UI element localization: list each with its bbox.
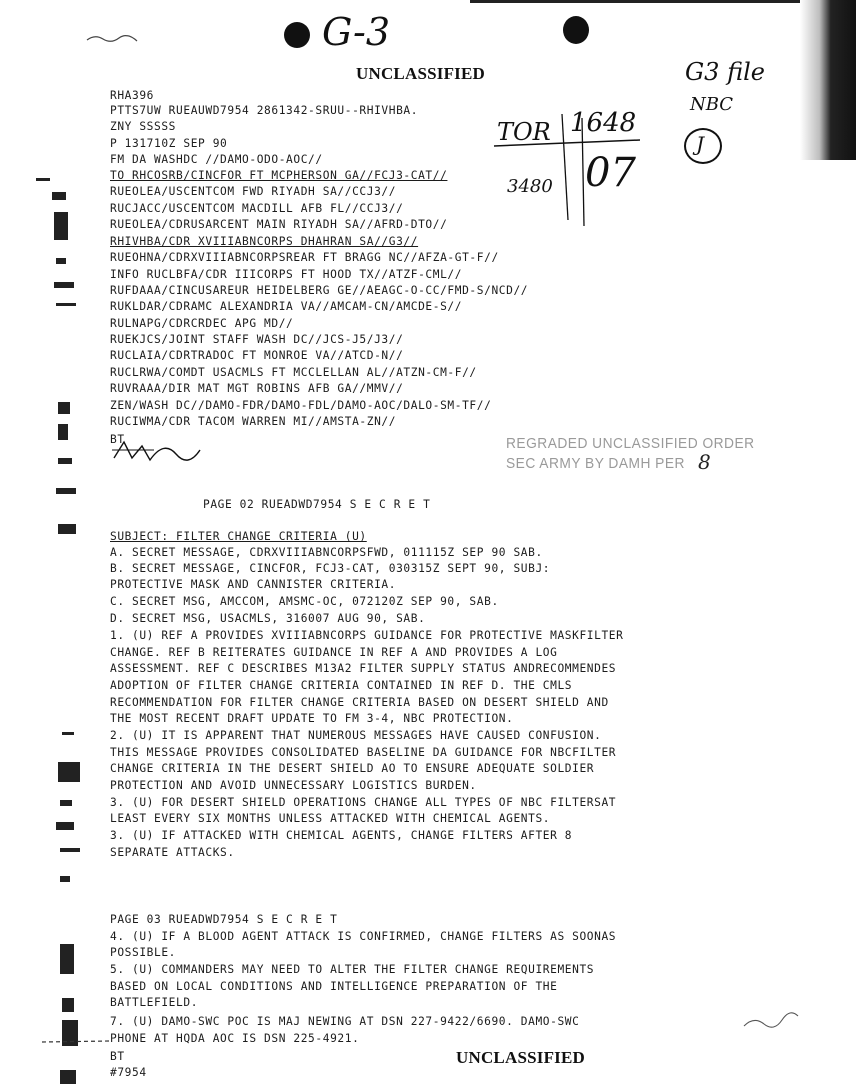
routing-line: RUEOLEA/USCENTCOM FWD RIYADH SA//CCJ3// [110,185,397,198]
scan-top-line [470,0,800,3]
body-line: ADOPTION OF FILTER CHANGE CRITERIA CONTAINED IN REF D. THE CMLS [110,679,573,692]
body-line: 3. (U) IF ATTACKED WITH CHEMICAL AGENTS, CHANGE FILTERS AFTER 8 [110,829,573,842]
handwritten-g3-file: G3 file [685,58,765,86]
body-line: PHONE AT HQDA AOC IS DSN 225-4921. [110,1032,360,1045]
body-line: 3. (U) FOR DESERT SHIELD OPERATIONS CHANGE ALL TYPES OF NBC FILTERSAT [110,796,617,809]
body-line: THIS MESSAGE PROVIDES CONSOLIDATED BASELINE DA GUIDANCE FOR NBCFILTER [110,746,617,759]
body-line: BATTLEFIELD. [110,996,199,1009]
body-line: A. SECRET MESSAGE, CDRXVIIIABNCORPSFWD, 011115Z SEP 90 SAB. [110,546,543,559]
margin-scan-mark [60,876,70,882]
margin-scan-mark [56,822,74,830]
margin-scan-mark [62,998,74,1012]
margin-scan-mark [58,402,70,414]
margin-scan-mark [36,178,50,181]
body-line: CHANGE CRITERIA IN THE DESERT SHIELD AO TO ENSURE ADEQUATE SOLDIER [110,762,595,775]
handwritten-stamp-number: 8 [698,450,711,474]
body-line: SEPARATE ATTACKS. [110,846,235,859]
routing-line: RUCJACC/USCENTCOM MACDILL AFB FL//CCJ3// [110,202,404,215]
routing-line: P 131710Z SEP 90 [110,137,228,150]
margin-scan-mark [60,800,72,806]
page3-header: PAGE 03 RUEADWD7954 S E C R E T [110,913,338,926]
body-line: B. SECRET MESSAGE, CINCFOR, FCJ3-CAT, 030315Z SEPT 90, SUBJ: [110,562,551,575]
handwritten-tor-number: 1648 [570,108,637,138]
margin-scan-mark [60,848,80,852]
margin-scan-mark [56,303,76,306]
subject-line: SUBJECT: FILTER CHANGE CRITERIA (U) [110,530,367,543]
regraded-stamp-line1: REGRADED UNCLASSIFIED ORDER [506,436,755,452]
routing-line: RUEKJCS/JOINT STAFF WASH DC//JCS-J5/J3// [110,333,404,346]
handwritten-side-number: 3480 [507,176,553,197]
margin-scan-mark [58,762,80,782]
margin-scan-mark [54,212,68,240]
tor-handwriting-lines [490,108,650,228]
circled-letter: J [696,132,705,156]
routing-line: ZEN/WASH DC//DAMO-FDR/DAMO-FDL/DAMO-AOC/DALO-SM-TF// [110,399,492,412]
punch-hole-right [563,16,589,44]
routing-line: RUCIWMA/CDR TACOM WARREN MI//AMSTA-ZN// [110,415,397,428]
routing-line: FM DA WASHDC //DAMO-ODO-AOC// [110,153,323,166]
scan-edge-artifact [800,0,856,160]
routing-line: RULNAPG/CDRCRDEC APG MD// [110,317,294,330]
handwritten-signature [110,436,230,466]
routing-line: PTTS7UW RUEAUWD7954 2861342-SRUU--RHIVHBA. [110,104,419,117]
margin-scan-mark [58,524,76,534]
margin-scan-mark [62,732,74,735]
body-line: D. SECRET MSG, USACMLS, 316007 AUG 90, SAB. [110,612,426,625]
body-line: ASSESSMENT. REF C DESCRIBES M13A2 FILTER SUPPLY STATUS ANDRECOMMENDES [110,662,617,675]
handwritten-g3-title: G-3 [322,10,391,54]
body-line: 4. (U) IF A BLOOD AGENT ATTACK IS CONFIRMED, CHANGE FILTERS AS SOONAS [110,930,617,943]
body-line: C. SECRET MSG, AMCCOM, AMSMC-OC, 072120Z SEP 90, SAB. [110,595,499,608]
top-classification: UNCLASSIFIED [356,64,485,83]
routing-line: RUCLRWA/COMDT USACMLS FT MCCLELLAN AL//ATZN-CM-F// [110,366,477,379]
body-line: 1. (U) REF A PROVIDES XVIIIABNCORPS GUIDANCE FOR PROTECTIVE MASKFILTER [110,629,624,642]
pen-scribble-mark [85,32,145,46]
body-line: #7954 [110,1066,147,1079]
body-line: BASED ON LOCAL CONDITIONS AND INTELLIGENCE PREPARATION OF THE [110,980,558,993]
routing-line: RUEOHNA/CDRXVIIIABNCORPSREAR FT BRAGG NC//AFZA-GT-F// [110,251,499,264]
margin-scan-mark [60,1070,76,1084]
body-line: BT [110,1050,125,1063]
margin-scan-mark [58,424,68,440]
pen-scribble-mark [742,1010,802,1034]
body-line: LEAST EVERY SIX MONTHS UNLESS ATTACKED WITH CHEMICAL AGENTS. [110,812,551,825]
routing-line: RHA396 [110,89,155,102]
punch-hole-left [284,22,310,48]
routing-line: RUFDAAA/CINCUSAREUR HEIDELBERG GE//AEAGC-O-CC/FMD-S/NCD// [110,284,529,297]
body-line: THE MOST RECENT DRAFT UPDATE TO FM 3-4, NBC PROTECTION. [110,712,514,725]
routing-line: TO RHCOSRB/CINCFOR FT MCPHERSON GA//FCJ3-CAT// [110,169,448,182]
routing-line: INFO RUCLBFA/CDR IIICORPS FT HOOD TX//ATZF-CML// [110,268,463,281]
routing-line: RHIVHBA/CDR XVIIIABNCORPS DHAHRAN SA//G3// [110,235,419,248]
body-line: CHANGE. REF B REITERATES GUIDANCE IN REF A AND PROVIDES A LOG [110,646,558,659]
body-line: 7. (U) DAMO-SWC POC IS MAJ NEWING AT DSN 227-9422/6690. DAMO-SWC [110,1015,580,1028]
body-line: RECOMMENDATION FOR FILTER CHANGE CRITERIA BASED ON DESERT SHIELD AND [110,696,609,709]
pen-scribble-mark [40,1036,120,1048]
routing-line: RUKLDAR/CDRAMC ALEXANDRIA VA//AMCAM-CN/AMCDE-S// [110,300,463,313]
margin-scan-mark [52,192,66,200]
body-line: PROTECTIVE MASK AND CANNISTER CRITERIA. [110,578,397,591]
routing-line: BT [110,433,125,446]
body-line: 5. (U) COMMANDERS MAY NEED TO ALTER THE FILTER CHANGE REQUIREMENTS [110,963,595,976]
routing-line: RUCLAIA/CDRTRADOC FT MONROE VA//ATCD-N// [110,349,404,362]
body-line: 2. (U) IT IS APPARENT THAT NUMEROUS MESSAGES HAVE CAUSED CONFUSION. [110,729,602,742]
margin-scan-mark [60,944,74,974]
routing-line: RUEOLEA/CDRUSARCENT MAIN RIYADH SA//AFRD-DTO// [110,218,448,231]
regraded-stamp-line2: SEC ARMY BY DAMH PER [506,456,685,472]
routing-line: ZNY SSSSS [110,120,177,133]
margin-scan-mark [56,488,76,494]
margin-scan-mark [58,458,72,464]
margin-scan-mark [56,258,66,264]
handwritten-nbc: NBC [690,94,734,115]
body-line: POSSIBLE. [110,946,177,959]
margin-scan-mark [54,282,74,288]
routing-line: RUVRAAA/DIR MAT MGT ROBINS AFB GA//MMV// [110,382,404,395]
bottom-classification: UNCLASSIFIED [456,1048,585,1067]
body-line: PROTECTION AND AVOID UNNECESSARY LOGISTICS BURDEN. [110,779,477,792]
page2-header: PAGE 02 RUEADWD7954 S E C R E T [203,498,431,511]
handwritten-tor-day: 07 [585,150,636,196]
handwritten-tor-label: TOR [497,118,551,146]
